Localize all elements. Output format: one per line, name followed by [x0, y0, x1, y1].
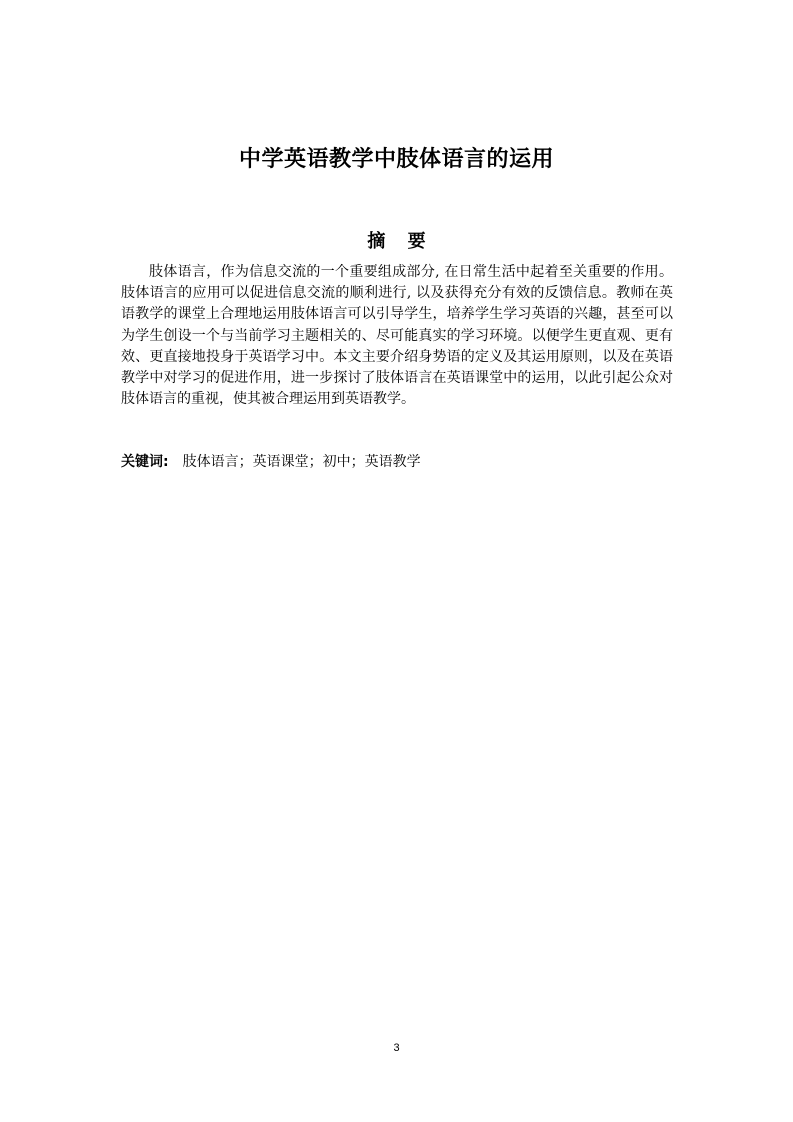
page-number: 3: [393, 1042, 400, 1054]
keywords-text: 肢体语言；英语课堂；初中；英语教学: [182, 454, 421, 470]
abstract-heading: 摘 要: [367, 231, 434, 252]
keywords-line: [121, 451, 673, 473]
keywords-label: 关键词:: [121, 454, 169, 470]
abstract-paragraph: 肢体语言，作为信息交流的一个重要组成部分, 在日常生活中起着至关重要的作用。肢体语言的应用可以促进信息交流的顺利进行, 以及获得充分有效的反馈信息。教师在英语教学的课堂上合理地运用肢体语言可以引导学生，培养学生学习英语的兴趣，甚至可以为学生创设一个与当前学习主题相关的、尽可能真实的学习环境。以便学生更直观、更有效、更直接地投身于英语学习中。本文主要介绍身势语的定义及其运用原则，以及在英语教学中对学习的促进作用，进一步探讨了肢体语言在英语课堂中的运用，以此引起公众对肢体语言的重视，使其被合理运用到英语教学。: [121, 264, 673, 408]
page-title: 中学英语教学中肢体语言的运用: [238, 147, 554, 172]
